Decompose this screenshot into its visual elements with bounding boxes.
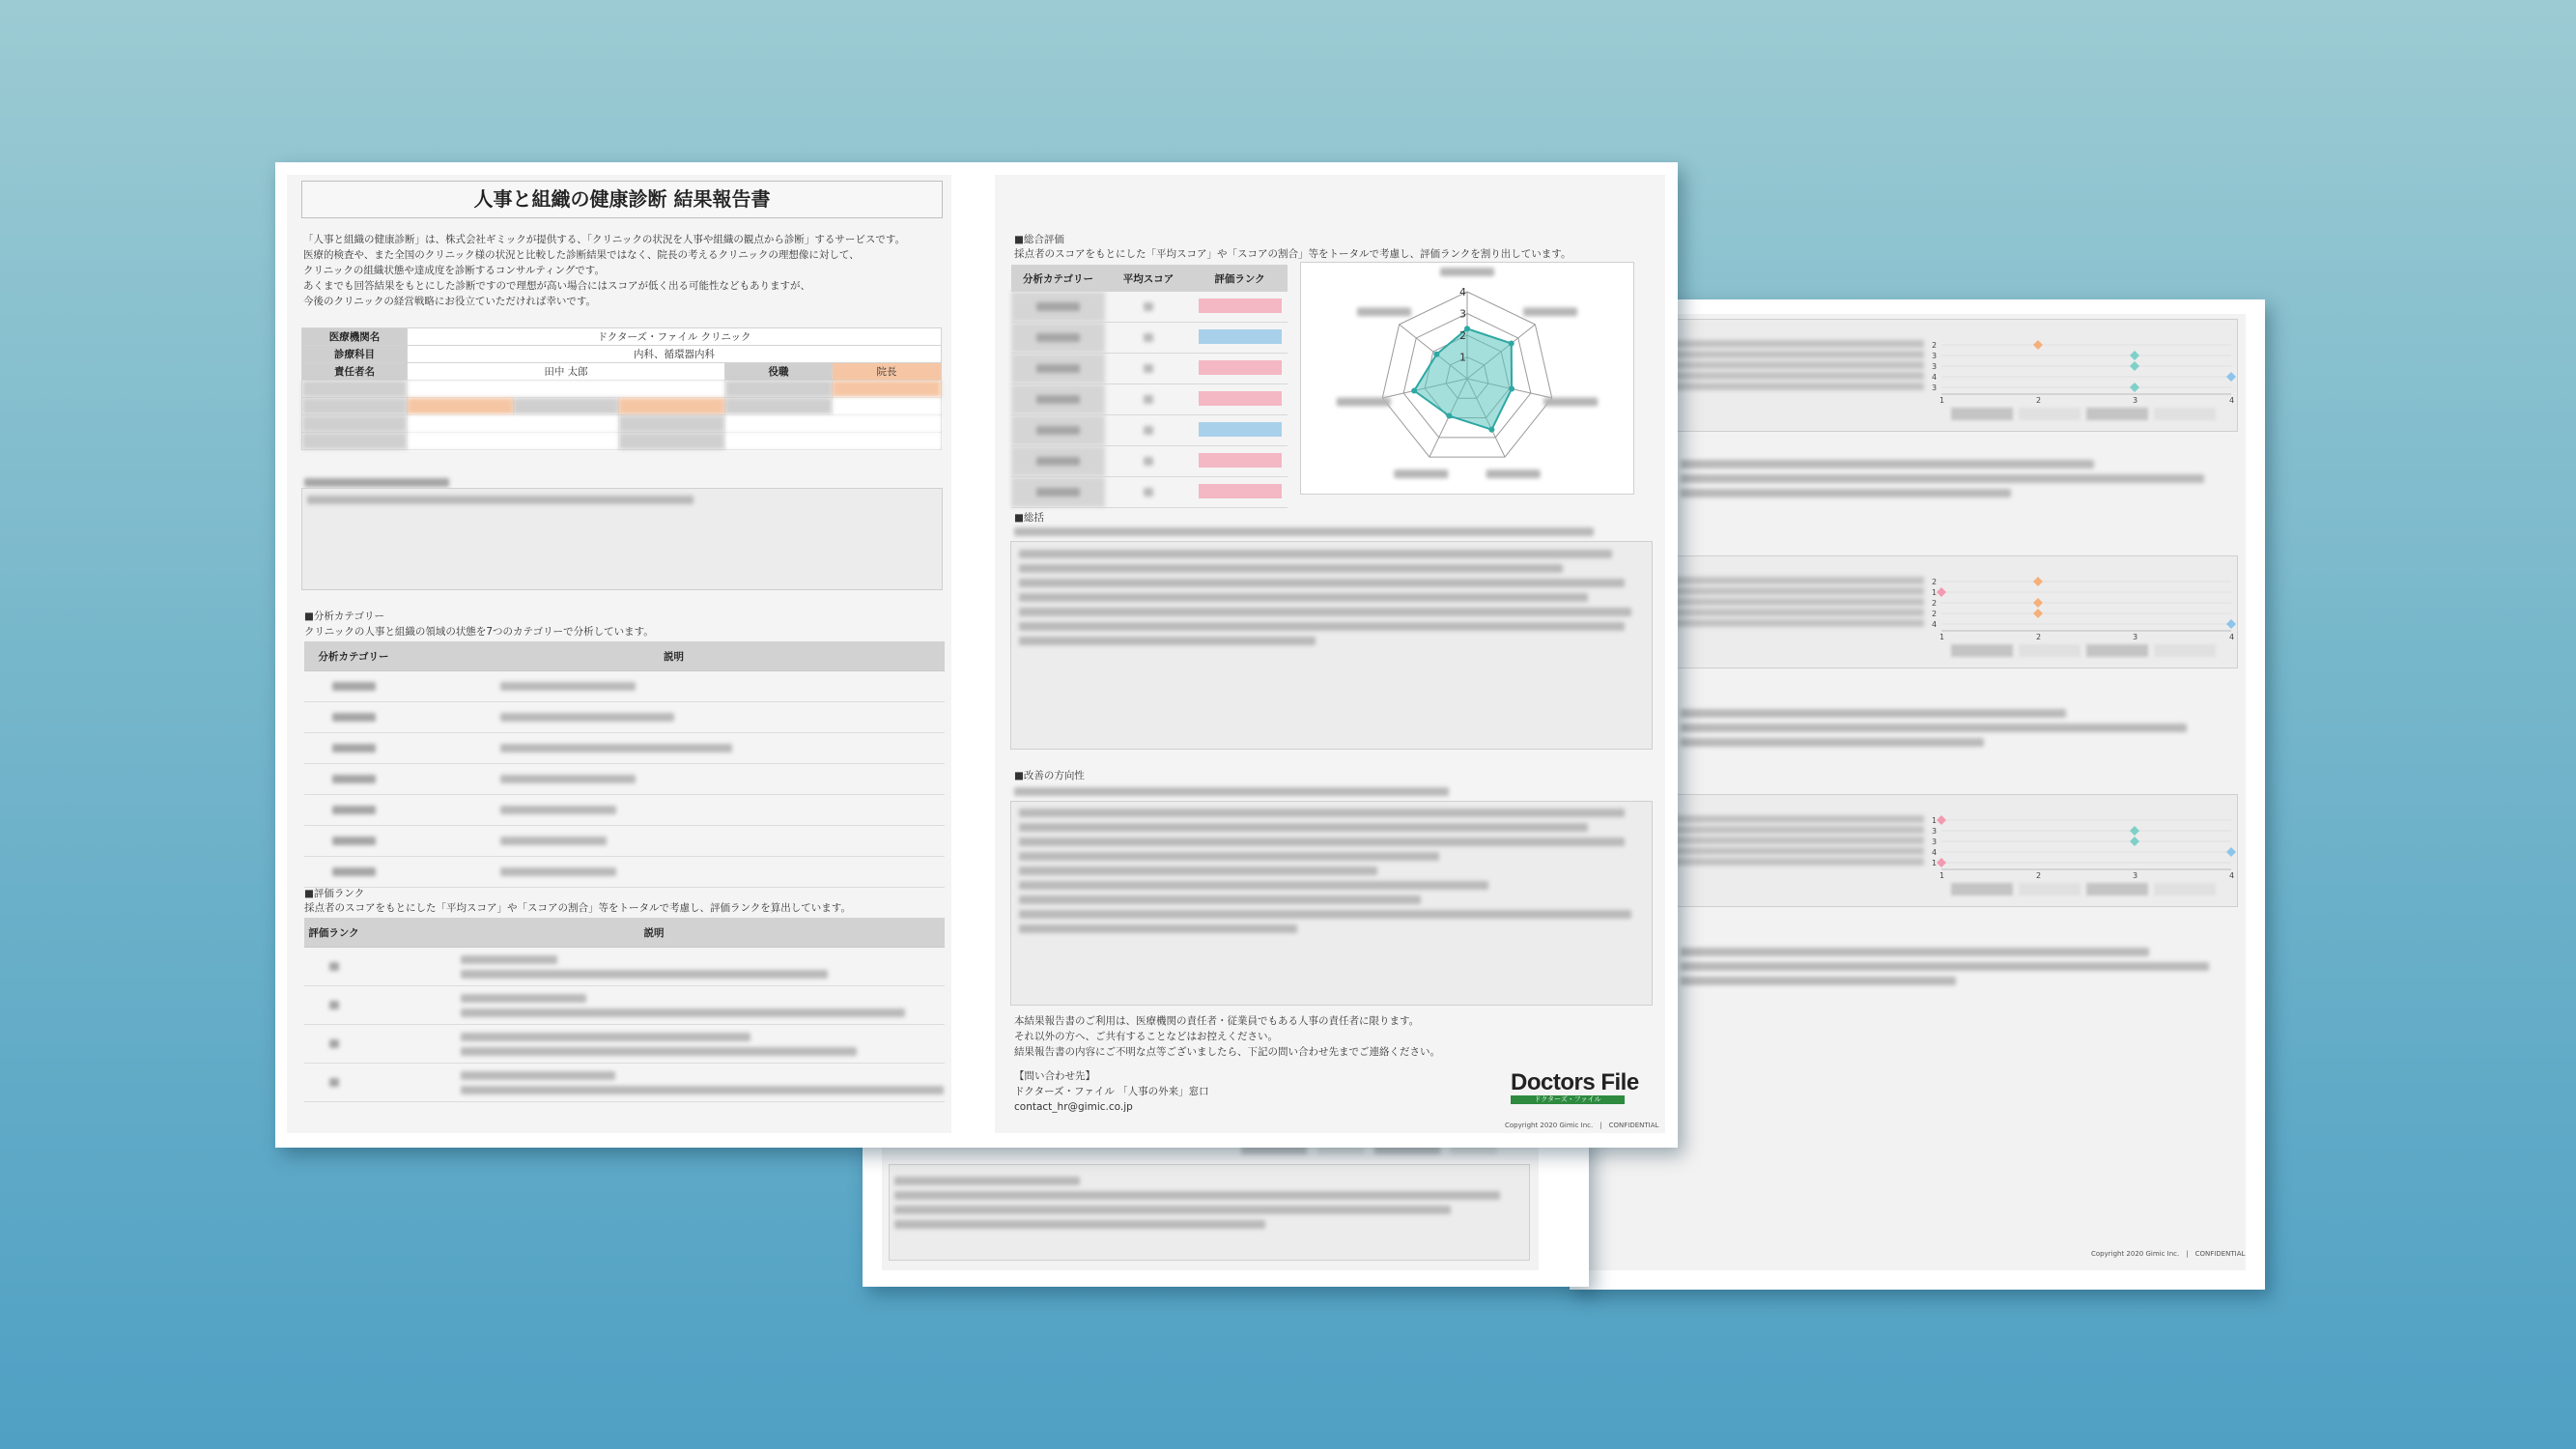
summary-heading: ■総括 <box>1014 512 1044 524</box>
intro-line: クリニックの組織状態や達成度を診断するコンサルティングです。 <box>303 265 605 276</box>
dotplot-chart-2 <box>1671 570 2236 671</box>
dotplot-value-label: 2 <box>1932 341 1938 350</box>
dotplot-marker <box>2226 372 2236 382</box>
notice-line: 結果報告書の内容にご不明な点等ございましたら、下記の問い合わせ先までご連絡ください。 <box>1014 1046 1440 1058</box>
intro-text <box>303 232 941 309</box>
radar-tick-label: 2 <box>1459 329 1466 342</box>
dotplot-value-label: 4 <box>1932 848 1938 857</box>
dotplot-marker <box>2226 619 2236 629</box>
average-cell <box>1105 354 1192 384</box>
dotplot-tick-label: 3 <box>2133 871 2138 880</box>
score-row <box>1011 415 1288 446</box>
category-cell <box>1011 384 1105 415</box>
rank-heading: ■評価ランク <box>304 888 365 899</box>
dotplot-tick-label: 1 <box>1939 633 1945 641</box>
table-row <box>304 826 403 857</box>
dotplot-chart-3 <box>1671 809 2236 910</box>
rank-chip <box>1199 391 1282 406</box>
intro-line: 「人事と組織の健康診断」は、株式会社ギミックが提供する、「クリニックの状況を人事や組織の観点から診断」するサービスです。 <box>303 234 906 245</box>
blurred-cell <box>408 381 725 398</box>
category-cell <box>1011 292 1105 323</box>
dotplot-marker <box>1937 815 1946 825</box>
table-row <box>304 1064 363 1102</box>
dotplot-tick-label: 3 <box>2133 396 2138 405</box>
rank-description-col-header: 説明 <box>363 918 945 948</box>
dotplot-item-label-blurred <box>1673 577 1924 584</box>
dotplot-item-label-blurred <box>1673 361 1924 369</box>
dotplot-summary-tab <box>2154 644 2216 657</box>
blurred-cell <box>725 433 942 450</box>
rank-cell <box>1192 384 1288 415</box>
rank-cell <box>1192 415 1288 446</box>
dotplot-value-label: 3 <box>1932 362 1938 371</box>
page-3-blurred-text-2 <box>1681 703 2231 753</box>
radar-category-label-blurred <box>1543 397 1598 406</box>
notice-line: それ以外の方へ、ご共有することなどはお控えください。 <box>1014 1031 1278 1042</box>
dotplot-item-label-blurred <box>1673 826 1924 834</box>
dotplot-value-label: 2 <box>1932 599 1938 608</box>
dotplot-tick-label: 4 <box>2229 871 2235 880</box>
blurred-cell <box>619 398 725 415</box>
dotplot-summary-tab <box>2154 883 2216 895</box>
rank-chip <box>1199 484 1282 498</box>
dotplot-item-label-blurred <box>1673 609 1924 616</box>
overall-heading: ■総合評価 <box>1014 234 1064 245</box>
average-cell <box>1105 415 1192 446</box>
rank-chip <box>1199 453 1282 468</box>
page-3-blurred-text-1 <box>1681 454 2231 503</box>
score-row <box>1011 323 1288 354</box>
position-value: 院長 <box>833 363 942 381</box>
dotplot-item-label-blurred <box>1673 372 1924 380</box>
dotplot-tick-label: 4 <box>2229 633 2235 641</box>
logo-wordmark: Doctors File <box>1511 1069 1639 1095</box>
radar-category-label-blurred <box>1337 397 1391 406</box>
blurred-cell <box>408 433 619 450</box>
dotplot-value-label: 3 <box>1932 827 1938 836</box>
table-row <box>403 702 945 733</box>
score-row <box>1011 292 1288 323</box>
dotplot-summary-tab <box>2086 883 2148 895</box>
average-cell <box>1105 384 1192 415</box>
improvement-lead-blurred <box>1014 781 1449 802</box>
table-row <box>304 986 363 1025</box>
category-cell <box>1011 354 1105 384</box>
score-col-category: 分析カテゴリー <box>1011 265 1105 292</box>
dotplot-tick-label: 2 <box>2036 633 2042 641</box>
table-row <box>304 671 403 702</box>
manager-value: 田中 太郎 <box>408 363 725 381</box>
table-row <box>363 948 945 986</box>
score-col-rank: 評価ランク <box>1192 265 1288 292</box>
radar-series-area <box>1414 328 1512 429</box>
rank-table <box>304 918 945 1102</box>
category-heading: ■分析カテゴリー <box>304 611 385 622</box>
dotplot-item-label-blurred <box>1673 587 1924 595</box>
table-row <box>363 1064 945 1102</box>
rank-description: 採点者のスコアをもとにした「平均スコア」や「スコアの割合」等をトータルで考慮し、評価ランクを算出しています。 <box>304 902 851 914</box>
radar-category-label-blurred <box>1394 469 1448 478</box>
improvement-heading: ■改善の方向性 <box>1014 770 1085 781</box>
table-row <box>403 795 945 826</box>
category-description: クリニックの人事と組織の領域の状態を7つのカテゴリーで分析しています。 <box>304 626 654 638</box>
radar-point <box>1411 388 1417 394</box>
average-cell <box>1105 446 1192 477</box>
usage-notice <box>1014 1013 1440 1060</box>
dotplot-marker <box>2130 826 2139 836</box>
dotplot-item-label-blurred <box>1673 598 1924 606</box>
radar-category-label-blurred <box>1486 469 1541 478</box>
intro-line: 今後のクリニックの経営戦略にお役立ていただければ幸いです。 <box>303 296 597 307</box>
blurred-cell <box>302 433 408 450</box>
dotplot-value-label: 3 <box>1932 384 1938 392</box>
radar-tick-label: 4 <box>1459 286 1466 298</box>
rank-chip <box>1199 298 1282 313</box>
dotplot-summary-tab <box>2019 883 2081 895</box>
dotplot-value-label: 1 <box>1932 816 1938 825</box>
dotplot-value-label: 3 <box>1932 838 1938 846</box>
table-row <box>403 733 945 764</box>
dotplot-marker <box>1937 587 1946 597</box>
category-cell <box>1011 477 1105 508</box>
radar-category-label-blurred <box>1357 307 1411 316</box>
dotplot-summary-tab <box>1951 883 2013 895</box>
dotplot-marker <box>2130 351 2139 360</box>
dotplot-value-label: 1 <box>1932 588 1938 597</box>
dotplot-tick-label: 1 <box>1939 871 1945 880</box>
blurred-cell <box>302 415 408 433</box>
dotplot-item-label-blurred <box>1673 383 1924 390</box>
rank-cell <box>1192 323 1288 354</box>
dotplot-value-label: 4 <box>1932 620 1938 629</box>
dotplot-item-label-blurred <box>1673 837 1924 844</box>
dotplot-summary-tab <box>2086 644 2148 657</box>
dotplot-value-label: 1 <box>1932 859 1938 867</box>
intro-line: あくまでも回答結果をもとにした診断ですので理想が高い場合にはスコアが低く出る可能性などもありますが、 <box>303 280 810 292</box>
rank-cell <box>1192 477 1288 508</box>
blurred-cell <box>619 433 725 450</box>
dotplot-tick-label: 1 <box>1939 396 1945 405</box>
rank-cell <box>1192 446 1288 477</box>
dotplot-marker <box>2130 361 2139 371</box>
institution-label: 医療機関名 <box>302 328 408 346</box>
dotplot-item-label-blurred <box>1673 858 1924 866</box>
dotplot-marker <box>2130 383 2139 392</box>
table-row <box>304 795 403 826</box>
page-3-blurred-text-3 <box>1681 942 2231 991</box>
comment-blurred-text <box>307 490 694 510</box>
notice-line: 本結果報告書のご利用は、医療機関の責任者・従業員でもある人事の責任者に限ります。 <box>1014 1015 1420 1027</box>
manager-label: 責任者名 <box>302 363 408 381</box>
logo-subtitle: ドクターズ・ファイル <box>1511 1095 1625 1104</box>
rank-cell <box>1192 354 1288 384</box>
page-2-blurred-text <box>894 1171 1513 1235</box>
copyright-front: Copyright 2020 Gimic Inc. | CONFIDENTIAL <box>1505 1122 1659 1129</box>
table-row <box>403 764 945 795</box>
dotplot-marker <box>2226 847 2236 857</box>
contact-email[interactable]: contact_hr@gimic.co.jp <box>1014 1101 1133 1113</box>
rank-col-header: 評価ランク <box>304 918 363 948</box>
dotplot-value-label: 2 <box>1932 578 1938 586</box>
rank-chip <box>1199 360 1282 375</box>
average-cell <box>1105 323 1192 354</box>
dotplot-marker <box>2033 340 2043 350</box>
copyright-back: Copyright 2020 Gimic Inc. | CONFIDENTIAL <box>2091 1250 2246 1258</box>
dotplot-value-label: 4 <box>1932 373 1938 382</box>
report-title: 人事と組織の健康診断 結果報告書 <box>301 181 943 218</box>
radar-tick-label: 1 <box>1459 351 1466 364</box>
dotplot-summary-tab <box>2019 408 2081 420</box>
radar-category-label-blurred <box>1523 307 1577 316</box>
radar-point <box>1488 427 1494 433</box>
dotplot-tick-label: 4 <box>2229 396 2235 405</box>
dotplot-summary-tab <box>1951 644 2013 657</box>
overall-score-table <box>1011 265 1288 508</box>
category-cell <box>1011 323 1105 354</box>
score-row <box>1011 477 1288 508</box>
category-col-header: 分析カテゴリー <box>304 641 403 671</box>
radar-point <box>1446 413 1452 419</box>
table-row <box>304 1025 363 1064</box>
dotplot-item-label-blurred <box>1673 815 1924 823</box>
table-row <box>363 986 945 1025</box>
contact-block <box>1014 1068 1209 1115</box>
dotplot-marker <box>2033 609 2043 618</box>
table-row <box>304 733 403 764</box>
radar-point <box>1509 386 1514 392</box>
radar-category-label-blurred <box>1440 268 1494 276</box>
table-row <box>304 702 403 733</box>
dotplot-value-label: 3 <box>1932 352 1938 360</box>
overall-description: 採点者のスコアをもとにした「平均スコア」や「スコアの割合」等をトータルで考慮し、評価ランクを割り出しています。 <box>1014 248 1571 260</box>
dotplot-value-label: 2 <box>1932 610 1938 618</box>
summary-blurred-text <box>1019 544 1637 651</box>
table-row <box>304 764 403 795</box>
score-row <box>1011 384 1288 415</box>
dotplot-marker <box>2033 577 2043 586</box>
dotplot-summary-tab <box>2019 644 2081 657</box>
dotplot-item-label-blurred <box>1673 340 1924 348</box>
improvement-blurred-text <box>1019 803 1637 939</box>
dotplot-chart-1 <box>1671 333 2236 435</box>
dotplot-summary-tab <box>1951 408 2013 420</box>
contact-desk: ドクターズ・ファイル 「人事の外来」窓口 <box>1014 1086 1209 1097</box>
dotplot-tick-label: 2 <box>2036 396 2042 405</box>
blurred-cell <box>725 381 833 398</box>
blurred-cell <box>619 415 725 433</box>
dotplot-item-label-blurred <box>1673 619 1924 627</box>
score-row <box>1011 354 1288 384</box>
dotplot-item-label-blurred <box>1673 351 1924 358</box>
summary-lead-blurred <box>1014 522 1594 542</box>
blurred-cell <box>408 398 514 415</box>
category-cell <box>1011 446 1105 477</box>
contact-heading: 【問い合わせ先】 <box>1014 1070 1095 1082</box>
description-col-header: 説明 <box>403 641 945 671</box>
radar-tick-label: 3 <box>1459 307 1466 321</box>
dotplot-marker <box>2130 837 2139 846</box>
dotplot-tick-label: 3 <box>2133 633 2138 641</box>
clinic-info-table <box>301 327 942 450</box>
category-table <box>304 641 945 888</box>
table-row <box>304 857 403 888</box>
institution-value: ドクターズ・ファイル クリニック <box>408 328 942 346</box>
average-cell <box>1105 292 1192 323</box>
rank-chip <box>1199 422 1282 437</box>
blurred-cell <box>833 398 942 415</box>
blurred-cell <box>725 398 833 415</box>
position-label: 役職 <box>725 363 833 381</box>
blurred-cell <box>302 398 408 415</box>
table-row <box>403 671 945 702</box>
blurred-cell <box>513 398 619 415</box>
table-row <box>403 857 945 888</box>
table-row <box>403 826 945 857</box>
doctors-file-logo <box>1511 1069 1639 1104</box>
intro-line: 医療的検査や、また全国のクリニック様の状況と比較した診断結果ではなく、院長の考えるクリニックの理想像に対して、 <box>303 249 860 261</box>
score-col-average: 平均スコア <box>1105 265 1192 292</box>
category-cell <box>1011 415 1105 446</box>
dotplot-summary-tab <box>2086 408 2148 420</box>
department-label: 診療科目 <box>302 346 408 363</box>
blurred-cell <box>833 381 942 398</box>
table-row <box>363 1025 945 1064</box>
rank-chip <box>1199 329 1282 344</box>
radar-point <box>1433 352 1439 357</box>
score-row <box>1011 446 1288 477</box>
dotplot-summary-tab <box>2154 408 2216 420</box>
dotplot-marker <box>2033 598 2043 608</box>
blurred-cell <box>725 415 942 433</box>
radar-point <box>1509 341 1514 347</box>
department-value: 内科、循環器内科 <box>408 346 942 363</box>
dotplot-tick-label: 2 <box>2036 871 2042 880</box>
radar-chart <box>1300 262 1634 495</box>
dotplot-marker <box>1937 858 1946 867</box>
rank-cell <box>1192 292 1288 323</box>
dotplot-item-label-blurred <box>1673 847 1924 855</box>
table-row <box>304 948 363 986</box>
average-cell <box>1105 477 1192 508</box>
blurred-cell <box>302 381 408 398</box>
blurred-cell <box>408 415 619 433</box>
